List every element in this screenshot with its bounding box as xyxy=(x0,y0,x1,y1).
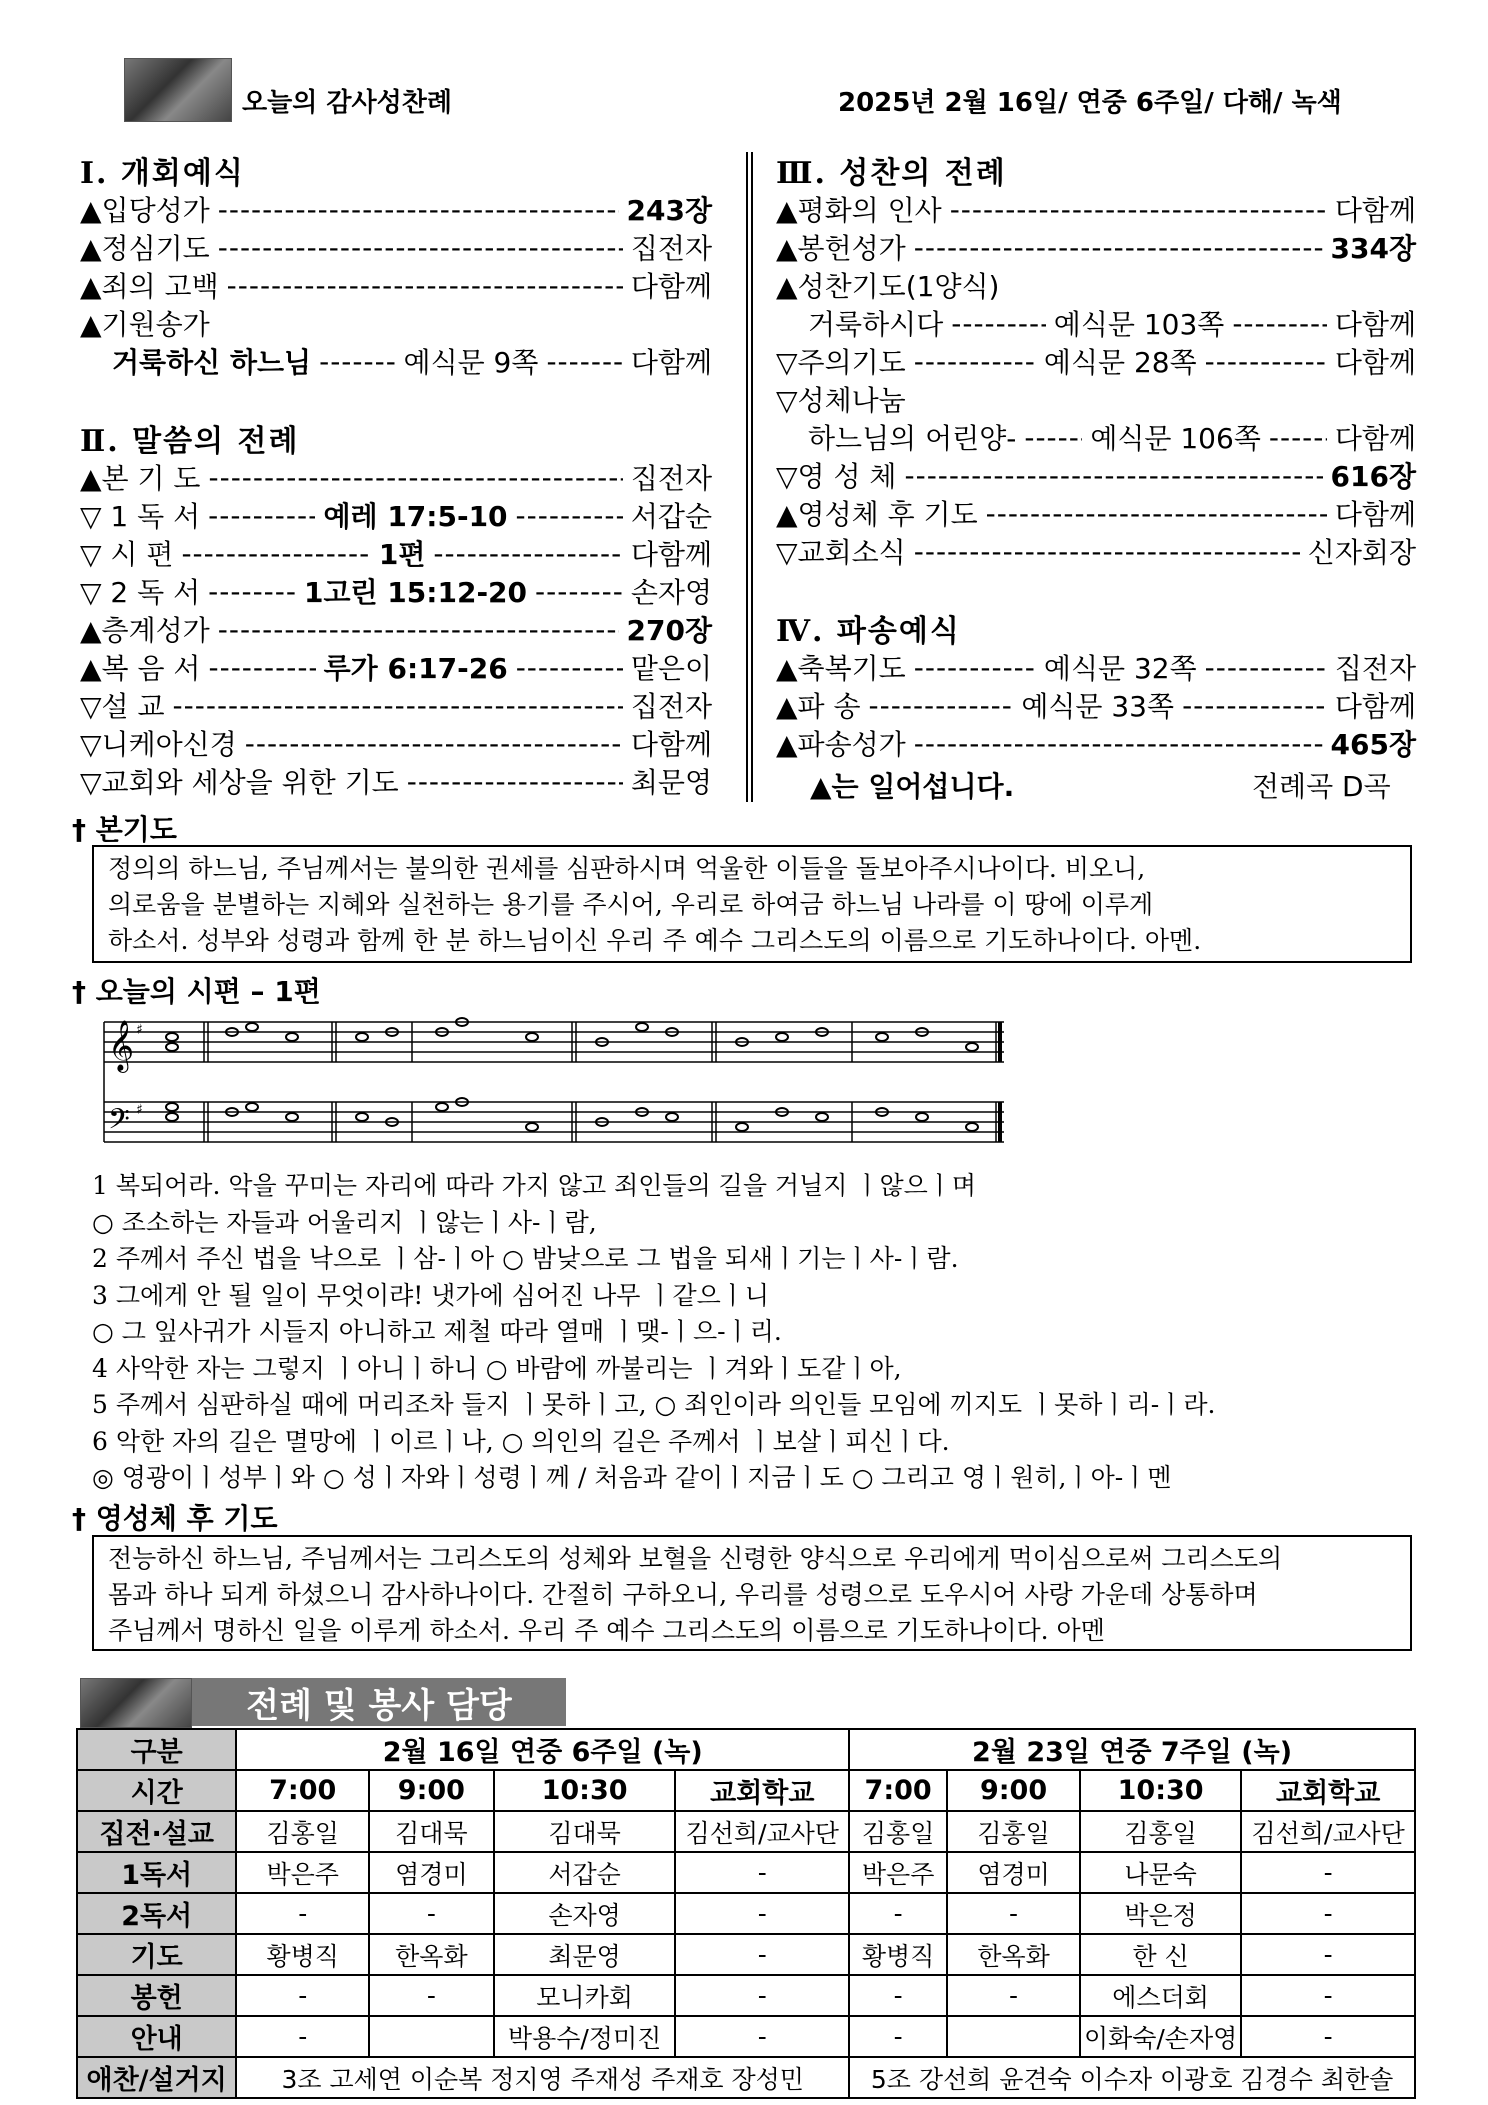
table-cell: - xyxy=(236,2016,369,2057)
order-item-label: ▲파 송 xyxy=(776,690,861,723)
psalm-verse: ◎ 영광이ㅣ성부ㅣ와 ○ 성ㅣ자와ㅣ성령ㅣ께 / 처음과 같이ㅣ지금ㅣ도 ○ 그리고 영ㅣ원히,ㅣ아-ㅣ멘 xyxy=(92,1463,1172,1492)
table-cell: 염경미 xyxy=(369,1852,494,1893)
table-cell: 박용수/정미진 xyxy=(494,2016,676,2057)
dash-leader xyxy=(407,765,623,798)
postcommunion-line: 전능하신 하느님, 주님께서는 그리스도의 성체와 보혈을 신령한 양식으로 우리에게 먹이심으로써 그리스도의 xyxy=(108,1544,1283,1573)
table-header-cell: 시간 xyxy=(77,1770,236,1811)
section-title: Ⅲ. 성찬의 전례 xyxy=(776,156,1007,191)
order-item xyxy=(80,458,712,496)
table-cell: - xyxy=(675,1975,849,2016)
svg-text:♯: ♯ xyxy=(136,1102,143,1118)
dash-leader xyxy=(1182,689,1327,722)
svg-text:𝄞: 𝄞 xyxy=(108,1020,135,1071)
table-cell: 손자영 xyxy=(494,1893,676,1934)
table-row xyxy=(77,1852,1415,1893)
table-cell: 나문숙 xyxy=(1080,1852,1241,1893)
svg-text:𝄢: 𝄢 xyxy=(108,1103,130,1143)
dash-leader xyxy=(208,651,315,684)
order-item-label: ▲입당성가 xyxy=(80,194,210,227)
table-row xyxy=(77,1934,1415,1975)
dash-leader xyxy=(951,307,1046,340)
table-cell: 모니카회 xyxy=(494,1975,676,2016)
psalm-title: † 오늘의 시편 – 1편 xyxy=(72,975,321,1008)
table-row xyxy=(77,1729,1415,1770)
dash-leader xyxy=(914,345,1036,378)
table-cell: 3조 고세연 이순복 정지영 주재성 주재호 장성민 xyxy=(236,2057,849,2098)
column-divider-2 xyxy=(751,152,753,802)
table-cell xyxy=(947,2016,1080,2057)
dash-leader xyxy=(319,345,395,378)
order-item-value: 서갑순 xyxy=(630,500,713,533)
psalm-verse: 6 악한 자의 길은 멸망에 ㅣ이르ㅣ나, ○ 의인의 길은 주께서 ㅣ보살ㅣ피신ㅣ다. xyxy=(92,1426,950,1456)
order-item-reference: 1편 xyxy=(378,538,426,571)
order-item xyxy=(776,456,1416,494)
collect-line: 정의의 하느님, 주님께서는 불의한 권세를 심판하시며 억울한 이들을 돌보아주시나이다. 비오니, xyxy=(108,854,1146,883)
order-item-label: ▲층계성가 xyxy=(80,614,210,647)
order-item-value: 다함께 xyxy=(630,346,713,379)
order-item-reference: 예식문 9쪽 xyxy=(403,346,539,379)
dash-leader xyxy=(208,461,622,494)
postcommunion-title: † 영성체 후 기도 xyxy=(72,1502,278,1535)
dash-leader xyxy=(1269,421,1327,454)
order-item-value: 신자회장 xyxy=(1307,536,1416,569)
order-item-value: 다함께 xyxy=(1334,690,1417,723)
table-header-cell: 9:00 xyxy=(369,1770,494,1811)
order-item-value: 다함께 xyxy=(630,538,712,571)
psalm-verse: 4 사악한 자는 그렇지 ㅣ아니ㅣ하니 ○ 바람에 까불리는 ㅣ겨와ㅣ도같ㅣ아, xyxy=(92,1353,902,1383)
dash-leader xyxy=(904,459,1322,492)
table-cell: 5조 강선희 윤견숙 이수자 이광호 김경수 최한솔 xyxy=(849,2057,1415,2098)
order-item xyxy=(776,266,1416,304)
duty-photo xyxy=(80,1678,192,1728)
postcommunion-line: 몸과 하나 되게 하셨으니 감사하나이다. 간절히 구하오니, 우리를 성령으로 도우시어 사랑 가운데 상통하며 xyxy=(108,1580,1258,1609)
order-item xyxy=(80,724,712,762)
postcommunion-box xyxy=(92,1535,1412,1651)
collect-title: † 본기도 xyxy=(72,813,177,846)
order-item-value: 집전자 xyxy=(630,232,712,265)
order-item-label: 하느님의 어린양- xyxy=(808,422,1017,455)
table-cell: - xyxy=(675,1893,849,1934)
psalm-verse: ○ 그 잎사귀가 시들지 아니하고 제철 따라 열매 ㅣ맺-ㅣ으-ㅣ리. xyxy=(92,1317,782,1346)
table-cell: - xyxy=(236,1893,369,1934)
table-row-label: 1독서 xyxy=(77,1852,236,1893)
table-cell: 김대묵 xyxy=(369,1811,494,1852)
table-cell: 박은주 xyxy=(236,1852,369,1893)
order-item-value: 다함께 xyxy=(1334,422,1417,455)
dash-leader xyxy=(914,651,1036,684)
dash-leader xyxy=(227,269,623,302)
order-item-label: ▽ 2 독 서 xyxy=(80,576,201,609)
table-cell: 김대묵 xyxy=(494,1811,676,1852)
order-item-label: ▲축복기도 xyxy=(776,652,906,685)
order-item-label: ▲봉헌성가 xyxy=(776,232,906,265)
dash-leader xyxy=(433,537,622,570)
dash-leader xyxy=(245,727,623,760)
table-cell: 이화숙/손자영 xyxy=(1080,2016,1241,2057)
section-title: Ⅳ. 파송예식 xyxy=(776,614,961,649)
psalm-score xyxy=(92,1008,1012,1158)
svg-text:♯: ♯ xyxy=(136,1022,143,1038)
table-cell: - xyxy=(849,1893,947,1934)
table-cell: 서갑순 xyxy=(494,1852,676,1893)
order-item-value: 616장 xyxy=(1330,460,1416,493)
dash-leader xyxy=(516,499,623,532)
table-cell: 황병직 xyxy=(236,1934,369,1975)
order-item-value: 243장 xyxy=(626,194,712,227)
table-cell: - xyxy=(1241,1852,1415,1893)
table-cell: - xyxy=(947,1975,1080,2016)
order-item-reference: 예레 17:5-10 xyxy=(323,500,508,533)
order-item-reference: 루가 6:17-26 xyxy=(323,652,508,685)
table-header-cell: 9:00 xyxy=(947,1770,1080,1811)
psalm-verse: 5 주께서 심판하실 때에 머리조차 들지 ㅣ못하ㅣ고, ○ 죄인이라 의인들 모임에 끼지도 ㅣ못하ㅣ리-ㅣ라. xyxy=(92,1390,1216,1419)
table-cell: - xyxy=(1241,2016,1415,2057)
dash-leader xyxy=(1205,345,1327,378)
order-item xyxy=(776,228,1416,266)
table-cell: 한 신 xyxy=(1080,1934,1241,1975)
order-item-label: ▲파송성가 xyxy=(776,728,906,761)
order-item xyxy=(776,380,1416,418)
table-header-cell: 2월 23일 연중 7주일 (녹) xyxy=(849,1729,1415,1770)
table-row xyxy=(77,1893,1415,1934)
table-header-cell: 10:30 xyxy=(1080,1770,1241,1811)
dash-leader xyxy=(546,345,622,378)
table-header-cell: 2월 16일 연중 6주일 (녹) xyxy=(236,1729,849,1770)
order-item-reference: 예식문 32쪽 xyxy=(1043,652,1197,685)
order-item-value: 최문영 xyxy=(630,766,712,799)
table-cell: - xyxy=(849,2016,947,2057)
collect-line: 하소서. 성부와 성령과 함께 한 분 하느님이신 우리 주 예수 그리스도의 이름으로 기도하나이다. 아멘. xyxy=(108,926,1202,955)
table-row-label: 안내 xyxy=(77,2016,236,2057)
table-row xyxy=(77,1811,1415,1852)
order-item-label: ▽교회소식 xyxy=(776,536,906,569)
order-item xyxy=(80,534,712,572)
order-item xyxy=(80,496,712,534)
table-cell xyxy=(369,2016,494,2057)
table-header-cell: 7:00 xyxy=(849,1770,947,1811)
dash-leader xyxy=(208,499,315,532)
order-item xyxy=(776,686,1416,724)
section-title: Ⅱ. 말씀의 전례 xyxy=(80,424,300,459)
table-cell: 한옥화 xyxy=(947,1934,1080,1975)
dash-leader xyxy=(218,193,619,226)
order-item xyxy=(80,648,712,686)
dash-leader xyxy=(1205,651,1327,684)
order-item-label: ▲죄의 고백 xyxy=(80,270,219,303)
table-header-cell: 7:00 xyxy=(236,1770,369,1811)
order-item xyxy=(776,342,1416,380)
column-divider xyxy=(746,152,748,802)
table-cell: - xyxy=(1241,1893,1415,1934)
table-cell: 박은정 xyxy=(1080,1893,1241,1934)
order-item-value: 집전자 xyxy=(1334,652,1416,685)
header-photo xyxy=(124,58,232,122)
order-item-label: ▲정심기도 xyxy=(80,232,210,265)
order-item-reference: 예식문 28쪽 xyxy=(1043,346,1197,379)
table-row-label: 집전·설교 xyxy=(77,1811,236,1852)
order-item-reference: 예식문 33쪽 xyxy=(1021,690,1175,723)
order-item-label: ▽ 시 편 xyxy=(80,538,174,571)
order-item-value: 맡은이 xyxy=(630,652,712,685)
table-cell: - xyxy=(947,1893,1080,1934)
order-item xyxy=(776,724,1416,762)
order-item xyxy=(808,304,1416,342)
order-item-label: ▲성찬기도(1양식) xyxy=(776,270,1000,303)
table-cell: 에스더회 xyxy=(1080,1975,1241,2016)
order-item-value: 334장 xyxy=(1330,232,1416,265)
table-row-label: 기도 xyxy=(77,1934,236,1975)
table-row xyxy=(77,1975,1415,2016)
table-cell: - xyxy=(1241,1934,1415,1975)
order-item xyxy=(776,190,1416,228)
table-row-label: 애찬/설거지 xyxy=(77,2057,236,2098)
order-item-value: 다함께 xyxy=(630,728,712,761)
order-item xyxy=(80,266,712,304)
order-item-label: ▽ 1 독 서 xyxy=(80,500,201,533)
psalm-verse: 1 복되어라. 악을 꾸미는 자리에 따라 가지 않고 죄인들의 길을 거닐지 ㅣ않으ㅣ며 xyxy=(92,1171,977,1200)
dash-leader xyxy=(181,537,370,570)
table-row xyxy=(77,2057,1415,2098)
order-item xyxy=(776,648,1416,686)
order-item-label: ▲본 기 도 xyxy=(80,462,201,495)
order-item xyxy=(776,494,1416,532)
duty-table xyxy=(76,1728,1416,2099)
dash-leader xyxy=(986,497,1327,530)
dash-leader xyxy=(208,575,296,608)
table-header-cell: 교회학교 xyxy=(675,1770,849,1811)
table-cell: - xyxy=(675,1934,849,1975)
order-item-label: 거룩하신 하느님 xyxy=(112,346,312,379)
psalm-verse: 3 그에게 안 될 일이 무엇이랴! 냇가에 심어진 나무 ㅣ같으ㅣ니 xyxy=(92,1280,770,1310)
stand-note: ▲는 일어섭니다. xyxy=(810,770,1015,803)
table-header-cell: 구분 xyxy=(77,1729,236,1770)
order-item-label: ▽교회와 세상을 위한 기도 xyxy=(80,766,399,799)
order-item-label: ▲영성체 후 기도 xyxy=(776,498,978,531)
dash-leader xyxy=(950,193,1327,226)
table-cell: 박은주 xyxy=(849,1852,947,1893)
collect-box xyxy=(92,845,1412,963)
duty-banner xyxy=(192,1678,566,1726)
order-item-reference: 예식문 106쪽 xyxy=(1090,422,1261,455)
dash-leader xyxy=(1024,421,1082,454)
table-cell: 김홍일 xyxy=(1080,1811,1241,1852)
dash-leader xyxy=(535,575,623,608)
header-date: 2025년 2월 16일/ 연중 6주일/ 다해/ 녹색 xyxy=(838,88,1342,118)
table-cell: 한옥화 xyxy=(369,1934,494,1975)
table-row-label: 2독서 xyxy=(77,1893,236,1934)
order-item-reference: 1고린 15:12-20 xyxy=(303,576,528,609)
dash-leader xyxy=(869,689,1014,722)
order-item-label: ▲복 음 서 xyxy=(80,652,201,685)
order-item xyxy=(808,418,1416,456)
order-item-value: 손자영 xyxy=(630,576,713,609)
table-row-label: 봉헌 xyxy=(77,1975,236,2016)
order-item-label: ▽영 성 체 xyxy=(776,460,897,493)
order-item-value: 다함께 xyxy=(1334,346,1416,379)
table-cell: - xyxy=(369,1975,494,2016)
psalm-verse: ○ 조소하는 자들과 어울리지 ㅣ않는ㅣ사-ㅣ람, xyxy=(92,1207,597,1237)
dash-leader xyxy=(516,651,623,684)
dash-leader xyxy=(218,613,619,646)
table-cell: 김선희/교사단 xyxy=(1241,1811,1415,1852)
table-cell: 황병직 xyxy=(849,1934,947,1975)
table-header-cell: 10:30 xyxy=(494,1770,676,1811)
order-item xyxy=(80,686,712,724)
section-title: Ⅰ. 개회예식 xyxy=(80,156,245,191)
dash-leader xyxy=(914,231,1323,264)
table-cell: - xyxy=(1241,1975,1415,2016)
order-item-reference: 예식문 103쪽 xyxy=(1053,308,1225,341)
order-item-value: 270장 xyxy=(626,614,712,647)
order-item xyxy=(80,304,712,342)
table-cell: 최문영 xyxy=(494,1934,676,1975)
order-item-value: 다함께 xyxy=(630,270,712,303)
order-item-value: 다함께 xyxy=(1334,194,1416,227)
table-cell: - xyxy=(236,1975,369,2016)
dash-leader xyxy=(914,535,1300,568)
order-item-label: ▽성체나눔 xyxy=(776,384,906,417)
duty-banner-text: 전례 및 봉사 담당 xyxy=(246,1685,512,1726)
order-item-value: 다함께 xyxy=(1334,498,1416,531)
header-title: 오늘의 감사성찬례 xyxy=(242,88,452,118)
table-cell: - xyxy=(369,1893,494,1934)
tune-note xyxy=(1252,765,1391,805)
order-item xyxy=(80,190,712,228)
order-item xyxy=(80,228,712,266)
table-cell: - xyxy=(675,1852,849,1893)
dash-leader xyxy=(1232,307,1327,340)
table-row xyxy=(77,2016,1415,2057)
table-row xyxy=(77,1770,1415,1811)
table-cell: - xyxy=(675,2016,849,2057)
order-item-label: 거룩하시다 xyxy=(808,308,944,341)
dash-leader xyxy=(173,689,623,722)
order-item-label: ▽니케아신경 xyxy=(80,728,237,761)
table-cell: 김홍일 xyxy=(849,1811,947,1852)
order-item-label: ▲평화의 인사 xyxy=(776,194,942,227)
table-header-cell: 교회학교 xyxy=(1241,1770,1415,1811)
tune-note-text: 전례곡 D곡 xyxy=(1252,770,1391,803)
order-item xyxy=(80,610,712,648)
order-item xyxy=(80,762,712,800)
table-cell: 김홍일 xyxy=(947,1811,1080,1852)
table-cell: - xyxy=(849,1975,947,2016)
table-cell: 김선희/교사단 xyxy=(675,1811,849,1852)
table-cell: 염경미 xyxy=(947,1852,1080,1893)
order-item-label: ▽주의기도 xyxy=(776,346,906,379)
collect-line: 의로움을 분별하는 지혜와 실천하는 용기를 주시어, 우리로 하여금 하느님 나라를 이 땅에 이루게 xyxy=(108,890,1154,919)
order-item xyxy=(112,342,712,380)
order-item xyxy=(80,572,712,610)
order-item-value: 집전자 xyxy=(630,690,712,723)
order-item-label: ▲기원송가 xyxy=(80,308,210,341)
order-item-value: 465장 xyxy=(1330,728,1416,761)
order-item-value: 집전자 xyxy=(630,462,712,495)
postcommunion-line: 주님께서 명하신 일을 이루게 하소서. 우리 주 예수 그리스도의 이름으로 기도하나이다. 아멘 xyxy=(108,1616,1105,1645)
table-cell: 김홍일 xyxy=(236,1811,369,1852)
dash-leader xyxy=(218,231,623,264)
order-item-label: ▽설 교 xyxy=(80,690,165,723)
order-item-value: 다함께 xyxy=(1334,308,1417,341)
order-item xyxy=(776,532,1416,570)
psalm-verse: 2 주께서 주신 법을 낙으로 ㅣ삼-ㅣ아 ○ 밤낮으로 그 법을 되새ㅣ기는ㅣ사-ㅣ람. xyxy=(92,1244,959,1273)
dash-leader xyxy=(914,727,1323,760)
